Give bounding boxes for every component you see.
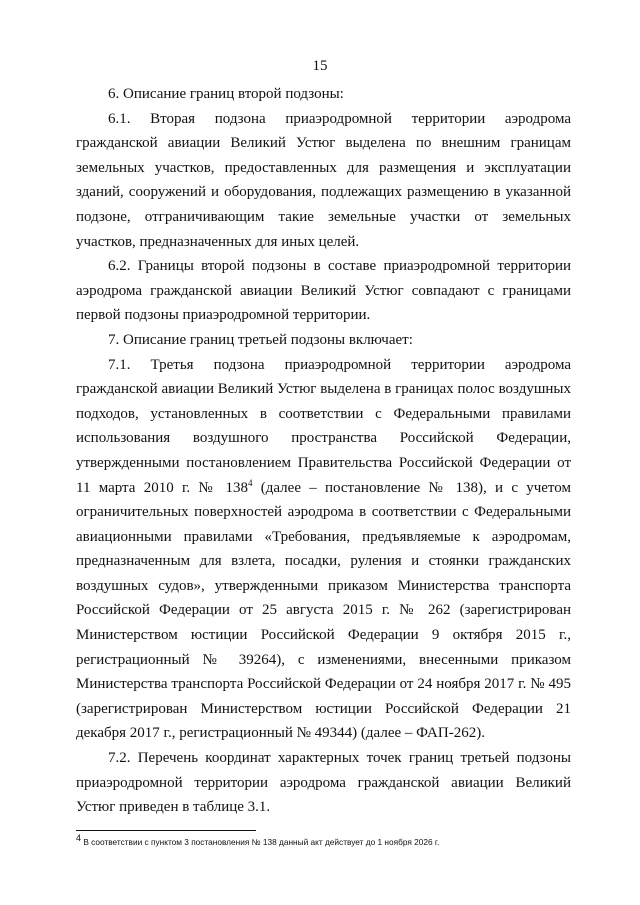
footnote-text: В соответствии с пунктом 3 постановления № 138 данный акт действует до 1 ноября 2026 г. xyxy=(81,837,440,847)
page-number: 15 xyxy=(312,58,328,74)
paragraph-7-1 xyxy=(76,353,571,747)
document-body xyxy=(76,82,571,820)
section-6-heading: 6. Описание границ второй подзоны: xyxy=(108,86,344,102)
footnote-reference: 4 xyxy=(248,477,253,488)
paragraph-7-1-part-b: (далее – постановление № 138), и с учетом ограничительных поверхностей аэродрома в соответствии с Федеральными авиационными правилами «Требования, предъявляемые к аэродромам, предназначенным для взлета, посадки, руления и стоянки гражданских воздушных судов», утвержденными приказом Министерства транспорта Российской Федерации от 25 августа 2015 г. № 262 (зарегистрирован Министерством юстиции Российской Федерации 9 октября 2015 г., регистрационный № 39264), с изменениями, внесенными приказом Министерства транспорта Российской Федерации от 24 ноября 2017 г. № 495 (зарегистрирован Министерством юстиции Российской Федерации 21 декабря 2017 г., регистрационный № 49344) (далее – ФАП-262). xyxy=(76,479,571,742)
footnote-divider xyxy=(76,830,256,831)
paragraph-6-1: 6.1. Вторая подзона приаэродромной территории аэродрома гражданской авиации Великий Устюг выделена по внешним границам земельных участков, предоставленных для размещения и эксплуатации зданий, сооружений и оборудования, подлежащих размещению в указанной подзоне, отграничивающим такие земельные участки от земельных участков, предназначенных для иных целей. xyxy=(76,110,571,250)
footnote-marker: 4 xyxy=(76,833,82,844)
paragraph-7-1-part-a: 7.1. Третья подзона приаэродромной территории аэродрома гражданской авиации Великий Устюг выделена в границах полос воздушных подходов, установленных в соответствии с Федеральными правилами использования воздушного пространства Российской Федерации, утвержденными постановлением Правительства Российской Федерации от 11 марта 2010 г. № 138 xyxy=(76,356,571,496)
paragraph-7-2: 7.2. Перечень координат характерных точек границ третьей подзоны приаэродромной территории аэродрома гражданской авиации Великий Устюг приведен в таблице 3.1. xyxy=(76,750,571,816)
section-7-heading: 7. Описание границ третьей подзоны включает: xyxy=(108,331,413,348)
footnote xyxy=(76,833,571,848)
paragraph-6-2: 6.2. Границы второй подзоны в составе приаэродромной территории аэродрома гражданской авиации Великий Устюг совпадают с границами первой подзоны приаэродромной территории. xyxy=(76,258,571,324)
